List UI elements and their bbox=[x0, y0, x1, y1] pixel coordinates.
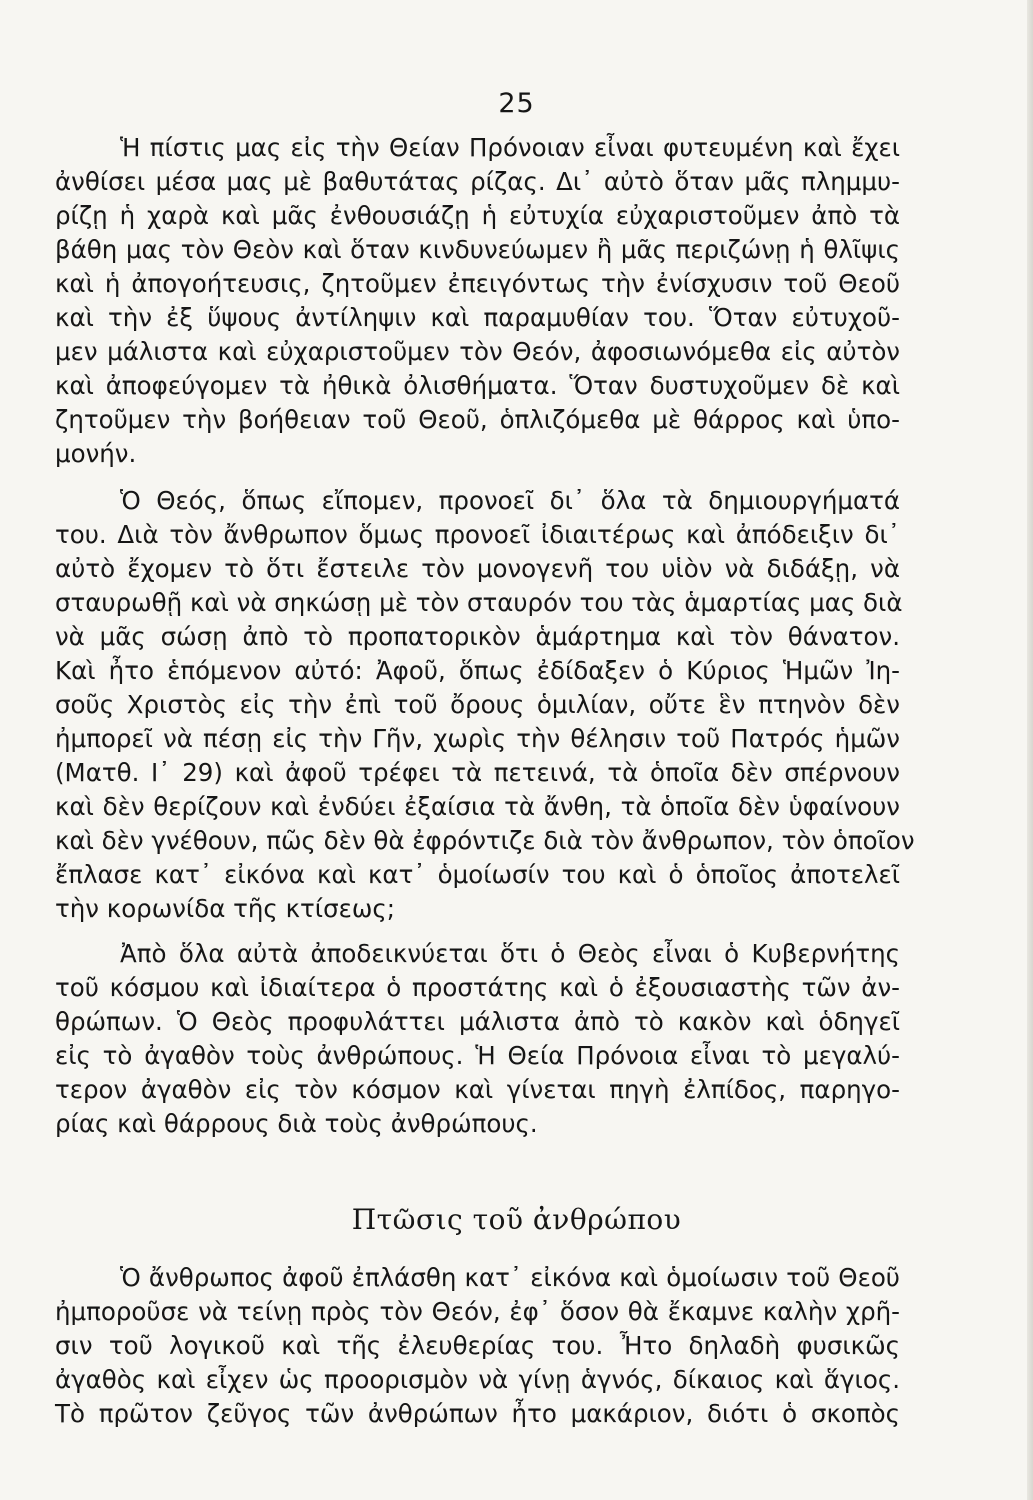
text-line: αὐτὸ ἔχομεν τὸ ὅτι ἔστειλε τὸν μονογενῆ του υἱὸν νὰ διδάξῃ, νὰ bbox=[55, 554, 900, 583]
text-line: μεν μάλιστα καὶ εὐχαριστοῦμεν τὸν Θεόν, ἀφοσιωνόμεθα εἰς αὐτὸν bbox=[55, 337, 900, 366]
text-line: Ὁ ἄνθρωπος ἀφοῦ ἐπλάσθη κατ᾿ εἰκόνα καὶ ὁμοίωσιν τοῦ Θεοῦ bbox=[120, 1263, 900, 1292]
text-line: ἔπλασε κατ᾿ εἰκόνα καὶ κατ᾿ ὁμοίωσίν του καὶ ὁ ὁποῖος ἀποτελεῖ bbox=[55, 860, 900, 889]
text-line: καὶ δὲν θερίζουν καὶ ἐνδύει ἐξαίσια τὰ ἄνθη, τὰ ὁποῖα δὲν ὑφαίνουν bbox=[55, 792, 900, 821]
text-line: Ἀπὸ ὅλα αὐτὰ ἀποδεικνύεται ὅτι ὁ Θεὸς εἶναι ὁ Κυβερνήτης bbox=[120, 939, 900, 968]
text-line: σοῦς Χριστὸς εἰς τὴν ἐπὶ τοῦ ὄρους ὁμιλίαν, οὔτε ἓν πτηνὸν δὲν bbox=[55, 690, 900, 719]
page-number: 25 bbox=[498, 88, 535, 119]
page-edge bbox=[1027, 0, 1033, 1500]
section-title: Πτῶσις τοῦ ἀνθρώπου bbox=[351, 1203, 682, 1236]
text-line: Ἡ πίστις μας εἰς τὴν Θείαν Πρόνοιαν εἶναι φυτευμένη καὶ ἔχει bbox=[120, 133, 900, 162]
text-line: Καὶ ἦτο ἑπόμενον αὐτό: Ἀφοῦ, ὅπως ἐδίδαξεν ὁ Κύριος Ἡμῶν Ἰη- bbox=[55, 656, 900, 685]
text-line: ζητοῦμεν τὴν βοήθειαν τοῦ Θεοῦ, ὁπλιζόμεθα μὲ θάρρος καὶ ὑπο- bbox=[55, 405, 900, 434]
text-line: καὶ ἀποφεύγομεν τὰ ἠθικὰ ὀλισθήματα. Ὅταν δυστυχοῦμεν δὲ καὶ bbox=[55, 371, 900, 400]
text-line: τὴν κορωνίδα τῆς κτίσεως; bbox=[55, 894, 395, 923]
text-line: ρίζῃ ἡ χαρὰ καὶ μᾶς ἐνθουσιάζῃ ἡ εὐτυχία εὐχαριστοῦμεν ἀπὸ τὰ bbox=[55, 201, 900, 230]
text-line: καὶ δὲν γνέθουν, πῶς δὲν θὰ ἐφρόντιζε διὰ τὸν ἄνθρωπον, τὸν ὁποῖον bbox=[55, 826, 915, 855]
text-line: Ὁ Θεός, ὅπως εἴπομεν, προνοεῖ δι᾿ ὅλα τὰ δημιουργήματά bbox=[120, 486, 900, 515]
text-line: καὶ τὴν ἐξ ὕψους ἀντίληψιν καὶ παραμυθίαν του. Ὅταν εὐτυχοῦ- bbox=[55, 303, 900, 332]
text-line: νὰ μᾶς σώσῃ ἀπὸ τὸ προπατορικὸν ἁμάρτημα καὶ τὸν θάνατον. bbox=[55, 622, 900, 651]
text-line: ρίας καὶ θάρρους διὰ τοὺς ἀνθρώπους. bbox=[55, 1109, 538, 1138]
text-line: βάθη μας τὸν Θεὸν καὶ ὅταν κινδυνεύωμεν ἢ μᾶς περιζώνῃ ἡ θλῖψις bbox=[55, 235, 900, 264]
text-line: μονήν. bbox=[55, 439, 137, 468]
text-line: Τὸ πρῶτον ζεῦγος τῶν ἀνθρώπων ἦτο μακάριον, διότι ὁ σκοπὸς bbox=[55, 1399, 900, 1428]
text-line: (Ματθ. Ι᾿ 29) καὶ ἀφοῦ τρέφει τὰ πετεινά, τὰ ὁποῖα δὲν σπέρνουν bbox=[55, 758, 900, 787]
text-line: εἰς τὸ ἀγαθὸν τοὺς ἀνθρώπους. Ἡ Θεία Πρόνοια εἶναι τὸ μεγαλύ- bbox=[55, 1041, 900, 1070]
text-line: σταυρωθῇ καὶ νὰ σηκώσῃ μὲ τὸν σταυρόν του τὰς ἁμαρτίας μας διὰ bbox=[55, 588, 903, 617]
text-line: τοῦ κόσμου καὶ ἰδιαίτερα ὁ προστάτης καὶ ὁ ἐξουσιαστὴς τῶν ἀν- bbox=[55, 973, 900, 1002]
text-line: καὶ ἡ ἀπογοήτευσις, ζητοῦμεν ἐπειγόντως τὴν ἐνίσχυσιν τοῦ Θεοῦ bbox=[55, 269, 900, 298]
text-line: ἠμπορεῖ νὰ πέσῃ εἰς τὴν Γῆν, χωρὶς τὴν θέλησιν τοῦ Πατρός ἡμῶν bbox=[55, 724, 900, 753]
text-line: σιν τοῦ λογικοῦ καὶ τῆς ἐλευθερίας του. Ἦτο δηλαδὴ φυσικῶς bbox=[55, 1331, 900, 1360]
text-line: του. Διὰ τὸν ἄνθρωπον ὅμως προνοεῖ ἰδιαιτέρως καὶ ἀπόδειξιν δι᾿ bbox=[55, 520, 900, 549]
text-line: θρώπων. Ὁ Θεὸς προφυλάττει μάλιστα ἀπὸ τὸ κακὸν καὶ ὁδηγεῖ bbox=[55, 1007, 900, 1036]
text-line: ἀγαθὸς καὶ εἶχεν ὡς προορισμὸν νὰ γίνῃ ἁγνός, δίκαιος καὶ ἅγιος. bbox=[55, 1365, 900, 1394]
text-line: ἀνθίσει μέσα μας μὲ βαθυτάτας ρίζας. Δι᾿ αὐτὸ ὅταν μᾶς πλημμυ- bbox=[55, 167, 900, 196]
text-line: ἠμποροῦσε νὰ τείνῃ πρὸς τὸν Θεόν, ἐφ᾿ ὅσον θὰ ἔκαμνε καλὴν χρῆ- bbox=[55, 1297, 900, 1326]
text-line: τερον ἀγαθὸν εἰς τὸν κόσμον καὶ γίνεται πηγὴ ἐλπίδος, παρηγο- bbox=[55, 1075, 900, 1104]
